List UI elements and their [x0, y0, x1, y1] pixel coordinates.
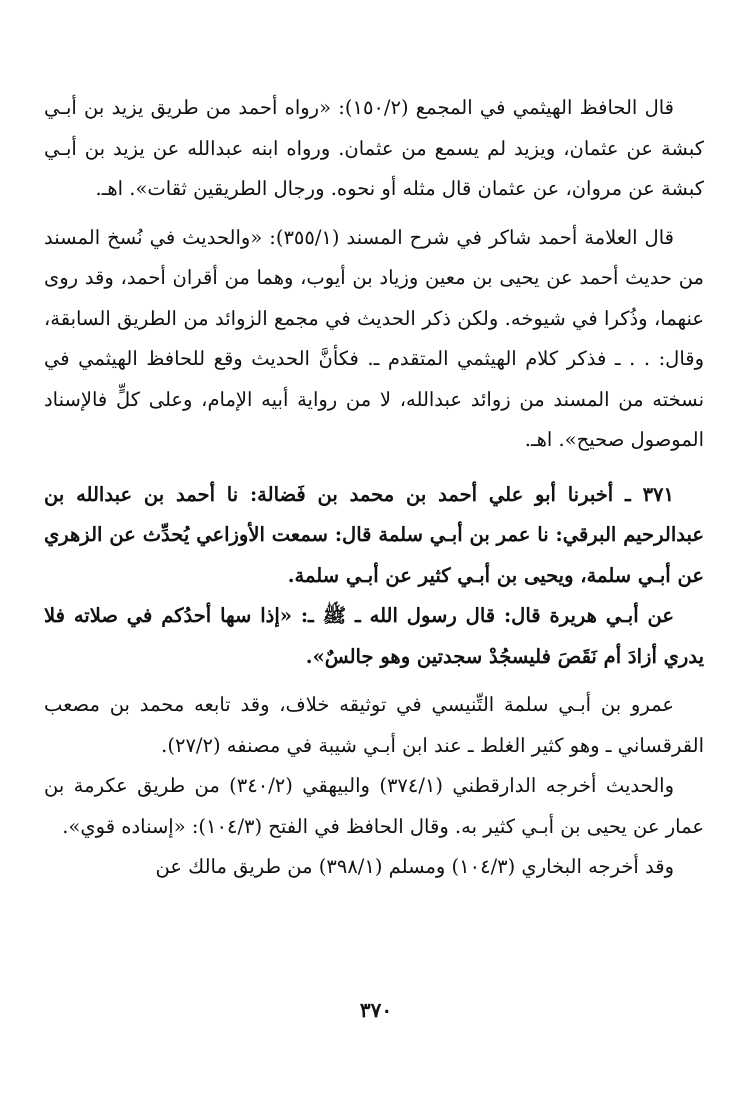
- page-number: ٣٧٠: [359, 998, 393, 1022]
- section-gap: [44, 461, 704, 475]
- paragraph-narrator-note: عمرو بن أبـي سلمة التِّنيسي في توثيقه خلاف، وقد تابعه محمد بن مصعب القرقساني ـ وهو كثير الغلط ـ عند ابن أبـي شيبة في مصنفه (٢٧/٢).: [44, 693, 704, 757]
- paragraph-takhrij-bukhari: وقد أخرجه البخاري (١٠٤/٣) ومسلم (٣٩٨/١) من طريق مالك عن: [155, 855, 674, 878]
- paragraph-shakir-quote: قال العلامة أحمد شاكر في شرح المسند (٣٥٥/١): «والحديث في نُسخ المسند من حديث أحمد عن يحيى بن معين وزياد بن أيوب، وهما من أقران أحمد، وقد روى عنهما، وذُكرا في شيوخه. ولكن ذكر الحديث في مجمع الزوائد من الطريق السابقة، وقال: . . ـ فذكر كلام الهيثمي المتقدم ـ. فكأنَّ الحديث وقع للحافظ الهيثمي في نسخته من المسند من زوائد عبدالله، لا من رواية أبيه الإمام، وعلى كلٍّ فالإسناد الموصول صحيح». اهـ.: [44, 225, 704, 451]
- paragraph-gap: [44, 210, 704, 218]
- hadith-matn: عن أبـي هريرة قال: قال رسول الله ـ ﷺ ـ: «إذا سها أحدُكم في صلاته فلا يدري أزادَ أم نَقَصَ فليسجُدْ سجدتين وهو جالسٌ».: [44, 604, 704, 668]
- paragraph-haythami-quote: قال الحافظ الهيثمي في المجمع (١٥٠/٢): «رواه أحمد من طريق يزيد بن أبـي كبشة عن عثمان، ويزيد لم يسمع من عثمان. ورواه ابنه عبدالله عن يزيد بن أبـي كبشة عن مروان، عن عثمان قال مثله أو نحوه. ورجال الطريقين ثقات». اهـ.: [44, 96, 704, 200]
- paragraph-takhrij-daraqutni: والحديث أخرجه الدارقطني (٣٧٤/١) والبيهقي (٣٤٠/٢) من طريق عكرمة بن عمار عن يحيى بن أبـي كثير به. وقال الحافظ في الفتح (١٠٤/٣): «إسناده قوي».: [44, 774, 704, 838]
- paragraph-gap: [44, 677, 704, 685]
- hadith-isnad: ٣٧١ ـ أخبرنا أبو علي أحمد بن محمد بن فَضالة: نا أحمد بن عبدالله بن عبدالرحيم البرقي: نا عمر بن أبـي سلمة قال: سمعت الأوزاعي يُحدِّث عن الزهري عن أبـي سلمة، ويحيى بن أبـي كثير عن أبـي سلمة.: [44, 482, 704, 587]
